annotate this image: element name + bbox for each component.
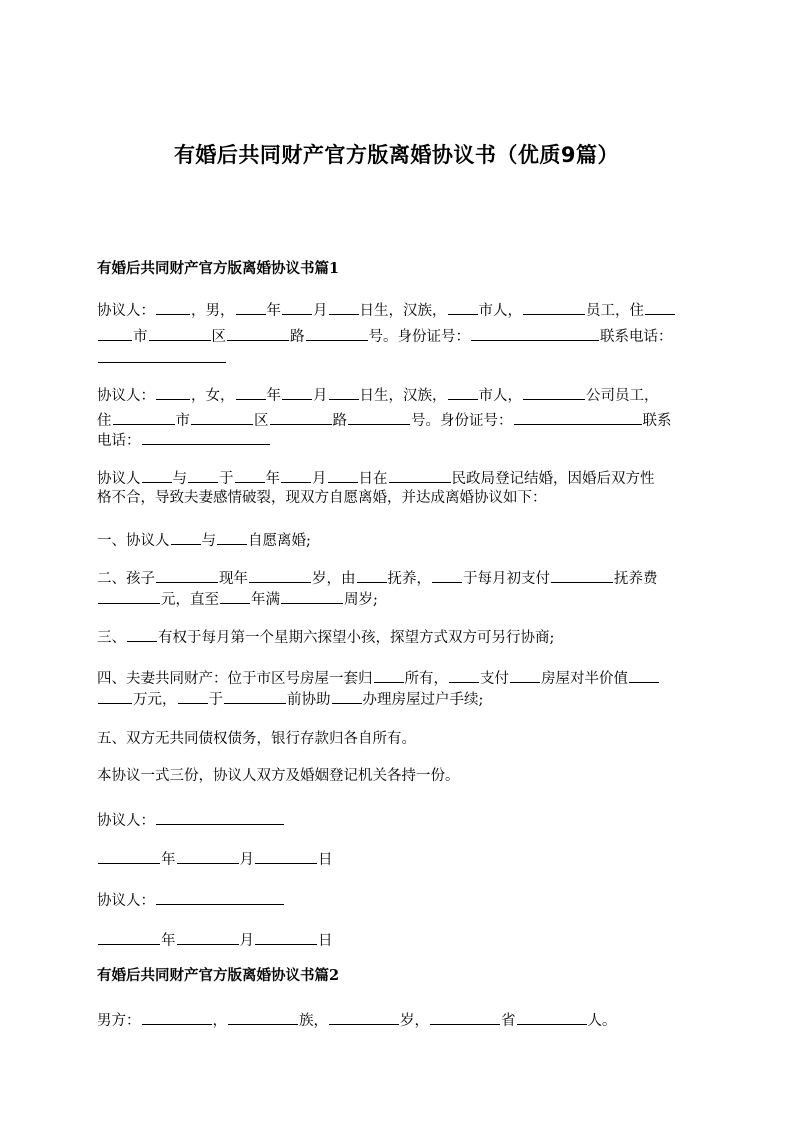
text: 区 bbox=[254, 413, 269, 429]
blank bbox=[98, 689, 132, 704]
text: ， bbox=[212, 1013, 227, 1029]
text: 月 bbox=[313, 303, 328, 319]
text: 自愿离婚; bbox=[248, 533, 311, 549]
signature-line-2 bbox=[97, 890, 697, 910]
blank bbox=[328, 468, 358, 483]
blank bbox=[224, 689, 286, 704]
text: 三、 bbox=[97, 630, 126, 646]
text: 区 bbox=[211, 329, 226, 345]
text: 一、协议人 bbox=[97, 533, 170, 549]
text: 民政局登记结婚，因婚后双方性 bbox=[451, 471, 655, 487]
blank bbox=[329, 1010, 399, 1025]
blank bbox=[142, 430, 270, 445]
text: 岁，由 bbox=[312, 571, 356, 587]
blank bbox=[329, 300, 359, 315]
blank bbox=[329, 385, 359, 400]
text: 万元， bbox=[133, 692, 177, 708]
text: 员工，住 bbox=[586, 303, 644, 319]
blank bbox=[113, 410, 175, 425]
blank bbox=[348, 410, 410, 425]
text: 市人， bbox=[478, 303, 522, 319]
text: 于每月初支付 bbox=[463, 571, 550, 587]
text: 路 bbox=[290, 329, 305, 345]
text: 号。身份证号： bbox=[368, 329, 470, 345]
text: 年 bbox=[266, 388, 281, 404]
text: 日在 bbox=[358, 471, 388, 487]
text: 年满 bbox=[251, 592, 280, 608]
party2-line-1 bbox=[97, 385, 697, 405]
blank bbox=[255, 930, 317, 945]
clause-3 bbox=[97, 627, 697, 647]
text: 年 bbox=[161, 933, 176, 949]
blank bbox=[449, 668, 479, 683]
text: 月 bbox=[239, 933, 254, 949]
blank bbox=[510, 668, 540, 683]
signature-line-1 bbox=[97, 810, 697, 830]
blank bbox=[523, 385, 585, 400]
blank bbox=[448, 385, 478, 400]
text: 办理房屋过户手续; bbox=[362, 692, 484, 708]
blank bbox=[217, 530, 247, 545]
clause-2-line-2 bbox=[97, 589, 697, 609]
blank bbox=[188, 468, 218, 483]
party1-line-3 bbox=[97, 348, 697, 368]
blank bbox=[306, 326, 368, 341]
text: 有权于每月第一个星期六探望小孩，探望方式双方可另行协商; bbox=[158, 630, 555, 646]
text: 现年 bbox=[219, 571, 248, 587]
blank bbox=[98, 348, 226, 363]
blank bbox=[471, 326, 599, 341]
text: 房屋对半价值 bbox=[541, 671, 628, 687]
blank bbox=[142, 468, 172, 483]
party2-line-2 bbox=[97, 410, 697, 430]
text: 四、夫妻共同财产：位于市区号房屋一套归 bbox=[97, 671, 373, 687]
text: 抚养费 bbox=[614, 571, 658, 587]
blank bbox=[514, 410, 642, 425]
clause-4-line-1 bbox=[97, 668, 697, 688]
text: 于 bbox=[219, 471, 234, 487]
clause-5: 五、双方无共同债权债务，银行存款归各自所有。 bbox=[97, 731, 416, 747]
blank bbox=[235, 468, 265, 483]
blank bbox=[156, 385, 190, 400]
text: 联系 bbox=[642, 413, 672, 429]
blank bbox=[236, 385, 266, 400]
party1-line-1 bbox=[97, 300, 697, 320]
text: 支付 bbox=[480, 671, 509, 687]
signer-label: 协议人： bbox=[97, 813, 155, 829]
text: 与 bbox=[172, 471, 187, 487]
blank bbox=[178, 689, 208, 704]
blank bbox=[282, 300, 312, 315]
text: 日 bbox=[318, 933, 333, 949]
text: 协议人： bbox=[97, 388, 155, 404]
text: 周岁; bbox=[344, 592, 378, 608]
blank bbox=[156, 890, 284, 905]
blank bbox=[389, 468, 451, 483]
blank bbox=[227, 326, 289, 341]
text: 月 bbox=[239, 852, 254, 868]
text: 于 bbox=[208, 692, 223, 708]
text: 二、孩子 bbox=[97, 571, 155, 587]
blank bbox=[374, 668, 404, 683]
blank bbox=[357, 568, 387, 583]
clause-1 bbox=[97, 530, 697, 550]
blank bbox=[281, 468, 311, 483]
section-heading-2: 有婚后共同财产官方版离婚协议书篇2 bbox=[97, 967, 340, 984]
page-title: 有婚后共同财产官方版离婚协议书（优质9篇） bbox=[173, 143, 620, 167]
blank bbox=[98, 326, 132, 341]
text: ，男， bbox=[191, 303, 235, 319]
text: 岁， bbox=[400, 1013, 429, 1029]
clause-2-line-1 bbox=[97, 568, 697, 588]
text: 市 bbox=[133, 329, 148, 345]
text: 前协助 bbox=[287, 692, 331, 708]
text: 公司员工， bbox=[586, 388, 659, 404]
blank bbox=[282, 385, 312, 400]
text: 日 bbox=[318, 852, 333, 868]
text: 年 bbox=[265, 471, 280, 487]
signer-label: 协议人： bbox=[97, 893, 155, 909]
text: 日生，汉族， bbox=[359, 388, 447, 404]
blank bbox=[523, 300, 585, 315]
section-heading-1: 有婚后共同财产官方版离婚协议书篇1 bbox=[97, 260, 340, 277]
clause-4-line-2 bbox=[97, 689, 697, 709]
text: 元，直至 bbox=[161, 592, 219, 608]
text: 男方： bbox=[97, 1013, 141, 1029]
date-line-2 bbox=[97, 930, 697, 950]
blank bbox=[430, 1010, 500, 1025]
blank bbox=[142, 1010, 212, 1025]
blank bbox=[98, 930, 160, 945]
text: 年 bbox=[266, 303, 281, 319]
blank bbox=[236, 300, 266, 315]
text: 协议人 bbox=[97, 471, 141, 487]
text: 族， bbox=[299, 1013, 328, 1029]
text: 省 bbox=[501, 1013, 516, 1029]
copies-statement: 本协议一式三份，协议人双方及婚姻登记机关各持一份。 bbox=[97, 768, 460, 784]
text: 抚养， bbox=[387, 571, 431, 587]
text: 协议人： bbox=[97, 303, 155, 319]
text: 市 bbox=[175, 413, 190, 429]
blank bbox=[149, 326, 211, 341]
text: ，女， bbox=[191, 388, 235, 404]
date-line-1 bbox=[97, 849, 697, 869]
blank bbox=[629, 668, 659, 683]
blank bbox=[156, 568, 218, 583]
blank bbox=[177, 930, 239, 945]
text: 联系电话： bbox=[600, 329, 673, 345]
text: 电话： bbox=[97, 433, 141, 449]
blank bbox=[220, 589, 250, 604]
blank bbox=[249, 568, 311, 583]
blank bbox=[517, 1010, 587, 1025]
marriage-line-2: 格不合，导致夫妻感情破裂，现双方自愿离婚，并达成离婚协议如下： bbox=[97, 490, 547, 506]
blank bbox=[177, 849, 239, 864]
blank bbox=[191, 410, 253, 425]
text: 月 bbox=[313, 388, 328, 404]
text: 月 bbox=[312, 471, 327, 487]
text: 年 bbox=[161, 852, 176, 868]
blank bbox=[281, 589, 343, 604]
text: 号。身份证号： bbox=[411, 413, 513, 429]
text: 与 bbox=[201, 533, 216, 549]
blank bbox=[270, 410, 332, 425]
text: 路 bbox=[332, 413, 347, 429]
blank bbox=[98, 589, 160, 604]
party1-line-2 bbox=[97, 326, 697, 346]
blank bbox=[432, 568, 462, 583]
text: 住 bbox=[97, 413, 112, 429]
blank bbox=[448, 300, 478, 315]
text: 市人， bbox=[478, 388, 522, 404]
party2-line-3 bbox=[97, 430, 697, 450]
text: 日生，汉族， bbox=[359, 303, 447, 319]
marriage-line-1 bbox=[97, 468, 697, 488]
blank bbox=[228, 1010, 298, 1025]
blank bbox=[171, 530, 201, 545]
text: 所有， bbox=[404, 671, 448, 687]
text: 人。 bbox=[587, 1013, 617, 1029]
blank bbox=[551, 568, 613, 583]
blank bbox=[255, 849, 317, 864]
blank bbox=[645, 300, 675, 315]
blank bbox=[98, 849, 160, 864]
blank bbox=[127, 627, 157, 642]
blank bbox=[156, 300, 190, 315]
male-party-line bbox=[97, 1010, 697, 1030]
blank bbox=[332, 689, 362, 704]
blank bbox=[156, 810, 284, 825]
